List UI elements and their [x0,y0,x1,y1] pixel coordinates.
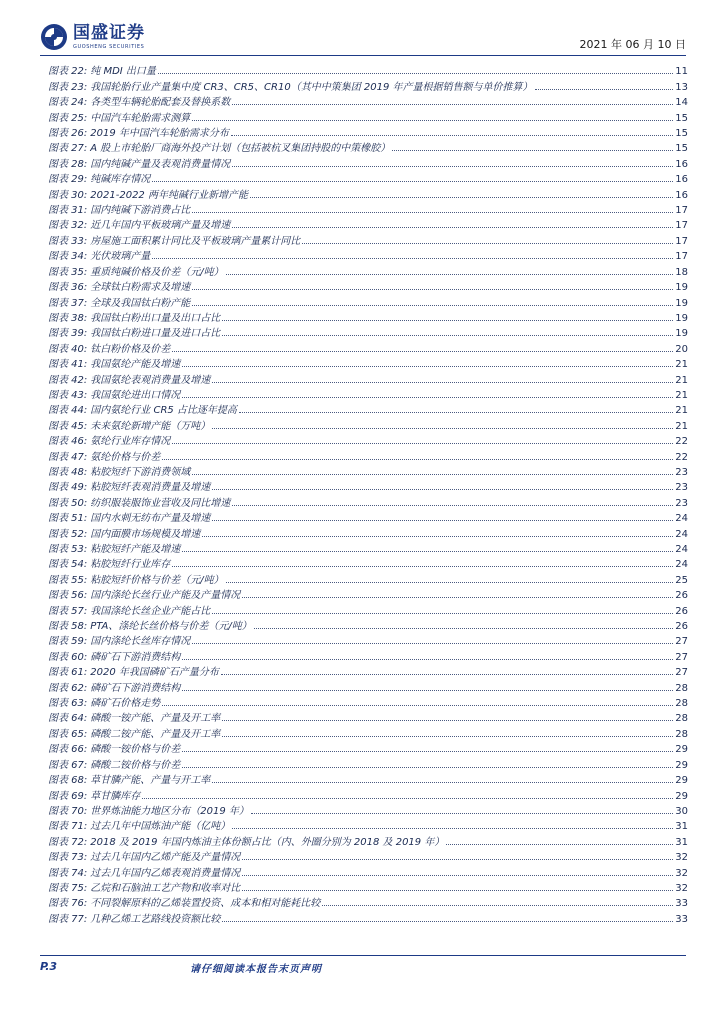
toc-leader-dots [250,197,673,198]
toc-entry[interactable] [48,339,688,354]
toc-entry-label: 图表 56: [48,590,88,602]
toc-entry-title: 全球钛白粉需求及增速 [90,282,191,294]
toc-entry-label: 图表 40: [48,343,88,355]
toc-entry[interactable] [48,124,688,139]
toc-entry-label: 图表 32: [48,220,88,232]
toc-entry-label: 图表 30: [48,189,88,201]
toc-entry-title: 国内纯碱下游消费占比 [90,205,191,217]
toc-leader-dots [158,73,673,74]
toc-entry[interactable] [48,694,688,709]
toc-entry-page: 19 [675,328,688,340]
toc-leader-dots [232,227,673,228]
toc-leader-dots [242,859,673,860]
toc-entry-title: 我国轮胎行业产量集中度 CR3、CR5、CR10（其中中策集团 2019 年产量根据销售额与单价推算） [90,81,533,93]
toc-entry-label: 图表 41: [48,359,88,371]
toc-leader-dots [222,720,673,721]
toc-entry-page: 24 [675,513,688,525]
toc-entry[interactable] [48,262,688,277]
toc-entry-page: 21 [675,374,688,386]
toc-entry-title: 我国氨纶表观消费量及增速 [90,374,211,386]
toc-leader-dots [182,767,673,768]
toc-entry-page: 28 [675,713,688,725]
toc-entry-page: 17 [675,251,688,263]
toc-entry-page: 19 [675,282,688,294]
toc-entry-label: 图表 60: [48,651,88,663]
report-date: 2021 年 06 月 10 日 [579,38,686,51]
toc-entry-title: 草甘膦产能、产量与开工率 [90,775,211,787]
toc-leader-dots [182,659,673,660]
toc-entry[interactable] [48,293,688,308]
toc-entry[interactable] [48,832,688,847]
toc-entry-label: 图表 59: [48,636,88,648]
toc-entry-label: 图表 77: [48,913,88,925]
toc-entry-label: 图表 28: [48,158,88,170]
toc-leader-dots [212,489,673,490]
toc-entry-page: 19 [675,297,688,309]
toc-entry[interactable] [48,524,688,539]
toc-entry-page: 16 [675,189,688,201]
toc-entry-page: 27 [675,651,688,663]
toc-entry[interactable] [48,617,688,632]
toc-entry-title: 国内涤纶长丝行业产能及产量情况 [90,590,241,602]
toc-entry-page: 31 [675,836,688,848]
toc-entry-label: 图表 51: [48,513,88,525]
toc-entry-title: 磷矿石下游消费结构 [90,682,181,694]
toc-entry-title: 国内水刺无纺布产量及增速 [90,513,211,525]
toc-entry-title: 氨纶行业库存情况 [90,436,171,448]
toc-leader-dots [242,875,673,876]
toc-entry-page: 32 [675,852,688,864]
toc-entry[interactable] [48,247,688,262]
toc-leader-dots [242,890,673,891]
toc-entry-page: 21 [675,420,688,432]
toc-leader-dots [182,551,673,552]
toc-entry[interactable] [48,278,688,293]
toc-entry-title: 国内面膜市场规模及增速 [90,528,201,540]
toc-leader-dots [232,505,673,506]
toc-leader-dots [172,351,673,352]
toc-entry[interactable] [48,724,688,739]
toc-leader-dots [192,305,673,306]
toc-leader-dots [182,751,673,752]
toc-entry-page: 17 [675,220,688,232]
toc-entry-page: 21 [675,359,688,371]
toc-entry-title: 我国钛白粉进口量及进口占比 [90,328,221,340]
toc-leader-dots [212,428,673,429]
toc-entry[interactable] [48,139,688,154]
toc-entry-page: 18 [675,266,688,278]
toc-entry-label: 图表 44: [48,405,88,417]
toc-entry-label: 图表 22: [48,66,88,78]
toc-leader-dots [172,566,673,567]
toc-entry-title: 纺织服装服饰业营收及同比增速 [90,497,231,509]
toc-entry-page: 16 [675,158,688,170]
toc-entry-title: 纯碱库存情况 [90,174,151,186]
toc-entry-page: 24 [675,528,688,540]
toc-leader-dots [182,366,673,367]
figure-table-of-contents [48,62,688,925]
toc-leader-dots [222,921,673,922]
toc-entry-page: 17 [675,235,688,247]
toc-entry[interactable] [48,817,688,832]
toc-entry-page: 31 [675,821,688,833]
toc-leader-dots [392,150,673,151]
toc-entry-page: 15 [675,143,688,155]
toc-entry[interactable] [48,678,688,693]
toc-entry-label: 图表 42: [48,374,88,386]
page-header [0,0,724,62]
toc-entry[interactable] [48,570,688,585]
toc-entry-label: 图表 54: [48,559,88,571]
toc-entry-page: 29 [675,759,688,771]
toc-entry[interactable] [48,509,688,524]
toc-entry-title: 各类型车辆轮胎配套及替换系数 [90,97,231,109]
toc-entry-page: 21 [675,389,688,401]
toc-entry-page: 27 [675,636,688,648]
toc-entry-page: 23 [675,497,688,509]
toc-leader-dots [226,582,674,583]
toc-entry-title: 光伏玻璃产量 [90,251,151,263]
toc-entry-page: 29 [675,744,688,756]
toc-entry[interactable] [48,108,688,123]
toc-entry-title: 磷酸二铵价格与价差 [90,759,181,771]
toc-entry-label: 图表 55: [48,574,88,586]
toc-entry-label: 图表 46: [48,436,88,448]
brand-name-cn: 国盛证券 [73,22,145,43]
toc-entry-title: 过去几年国内乙烯表观消费量情况 [90,867,241,879]
toc-entry-title: 粘胶短纤行业库存 [90,559,171,571]
toc-entry-title: 粘胶短纤下游消费领域 [90,466,191,478]
toc-entry[interactable] [48,309,688,324]
toc-entry[interactable] [48,879,688,894]
toc-leader-dots [152,258,673,259]
toc-entry-title: 磷酸二铵产能、产量及开工率 [90,728,221,740]
toc-entry[interactable] [48,740,688,755]
toc-entry-page: 15 [675,112,688,124]
toc-leader-dots [192,474,673,475]
toc-entry-page: 28 [675,682,688,694]
toc-entry[interactable] [48,540,688,555]
toc-entry-page: 32 [675,867,688,879]
toc-leader-dots [222,335,673,336]
toc-entry-title: 磷酸一铵产能、产量及开工率 [90,713,221,725]
footer-disclaimer-note: 请仔细阅读本报告末页声明 [190,964,322,975]
toc-entry-label: 图表 34: [48,251,88,263]
footer-divider [40,955,686,956]
toc-leader-dots [192,289,673,290]
brand-logo [40,22,145,52]
toc-entry[interactable] [48,93,688,108]
toc-entry-page: 25 [675,574,688,586]
toc-entry-label: 图表 31: [48,205,88,217]
toc-entry-label: 图表 49: [48,482,88,494]
toc-entry-label: 图表 71: [48,821,88,833]
toc-entry-title: 重质纯碱价格及价差（元/吨） [90,266,224,278]
toc-entry[interactable] [48,185,688,200]
toc-entry-title: 乙烷和石脑油工艺产物和收率对比 [90,882,241,894]
toc-entry-label: 图表 53: [48,544,88,555]
toc-entry-page: 26 [675,621,688,633]
toc-entry-page: 19 [675,312,688,324]
toc-leader-dots [302,243,673,244]
toc-entry-page: 30 [675,805,688,817]
toc-entry[interactable] [48,432,688,447]
toc-entry-title: 2019 年中国汽车轮胎需求分布 [90,128,229,140]
toc-entry-title: 我国钛白粉出口量及出口占比 [90,312,221,324]
toc-entry-label: 图表 66: [48,744,88,756]
toc-entry[interactable] [48,154,688,169]
toc-leader-dots [192,120,673,121]
toc-entry-label: 图表 43: [48,389,88,401]
toc-entry-page: 14 [675,97,688,109]
toc-entry[interactable] [48,601,688,616]
toc-entry-title: 中国汽车轮胎需求测算 [90,112,191,124]
toc-entry-label: 图表 67: [48,759,88,771]
toc-entry-page: 29 [675,790,688,802]
toc-entry[interactable] [48,771,688,786]
toc-entry-label: 图表 65: [48,728,88,740]
toc-leader-dots [251,813,673,814]
toc-leader-dots [231,135,673,136]
toc-entry[interactable] [48,201,688,216]
toc-entry-title: 国内氨纶行业 CR5 占比逐年提高 [90,405,237,417]
toc-entry-label: 图表 70: [48,805,88,817]
toc-entry-label: 图表 39: [48,328,88,340]
toc-leader-dots [202,536,673,537]
toc-entry-label: 图表 26: [48,128,88,140]
toc-entry-title: 近几年国内平板玻璃产量及增速 [90,220,231,232]
toc-entry[interactable] [48,786,688,801]
toc-entry-title: 2020 年我国磷矿石产量分布 [90,667,219,679]
toc-entry[interactable] [48,231,688,246]
toc-entry-page: 15 [675,128,688,140]
toc-entry[interactable] [48,324,688,339]
toc-entry-title: 磷矿石价格走势 [90,698,161,710]
toc-entry-title: A 股上市轮胎厂商海外投产计划（包括被杭叉集团持股的中策橡胶） [90,143,391,155]
toc-entry-title: 粘胶短纤产能及增速 [90,544,181,555]
toc-leader-dots [232,828,673,829]
toc-entry[interactable] [48,632,688,647]
toc-leader-dots [232,104,673,105]
toc-entry-title: 国内涤纶长丝库存情况 [90,636,191,648]
toc-entry-label: 图表 68: [48,775,88,787]
toc-entry-page: 29 [675,775,688,787]
toc-entry-page: 27 [675,667,688,679]
toc-entry-title: PTA、涤纶长丝价格与价差（元/吨） [90,621,252,633]
toc-entry[interactable] [48,755,688,770]
toc-entry[interactable] [48,894,688,909]
toc-entry-title: 粘胶短纤表观消费量及增速 [90,482,211,494]
toc-entry-label: 图表 62: [48,682,88,694]
toc-entry-label: 图表 57: [48,605,88,617]
toc-entry-label: 图表 33: [48,235,88,247]
toc-leader-dots [222,736,673,737]
toc-entry-page: 20 [675,343,688,355]
toc-entry[interactable] [48,216,688,231]
toc-entry[interactable] [48,355,688,370]
toc-leader-dots [212,382,673,383]
toc-entry-label: 图表 38: [48,312,88,324]
toc-leader-dots [192,212,673,213]
toc-entry[interactable] [48,478,688,493]
toc-entry-title: 草甘膦库存 [90,790,141,802]
toc-entry-page: 22 [675,451,688,463]
toc-entry-page: 28 [675,698,688,710]
toc-leader-dots [535,89,674,90]
toc-entry[interactable] [48,463,688,478]
toc-entry-label: 图表 27: [48,143,88,155]
toc-entry[interactable] [48,401,688,416]
toc-entry-label: 图表 63: [48,698,88,710]
toc-entry-label: 图表 58: [48,621,88,633]
toc-entry-title: 2018 及 2019 年国内炼油主体份额占比（内、外圈分别为 2018 及 2019 年） [90,836,445,848]
toc-entry-label: 图表 69: [48,790,88,802]
toc-entry-title: 过去几年国内乙烯产能及产量情况 [90,852,241,864]
toc-entry-page: 24 [675,559,688,571]
toc-leader-dots [212,613,673,614]
toc-entry-title: 磷酸一铵价格与价差 [90,744,181,756]
logo-mark-icon [40,23,68,51]
toc-leader-dots [212,782,673,783]
toc-leader-dots [446,844,673,845]
toc-entry-label: 图表 48: [48,466,88,478]
toc-entry-label: 图表 29: [48,174,88,186]
toc-entry-label: 图表 72: [48,836,88,848]
toc-entry-page: 33 [675,898,688,910]
toc-entry-title: 钛白粉价格及价差 [90,343,171,355]
toc-entry-label: 图表 75: [48,882,88,894]
toc-entry-title: 不同裂解原料的乙烯装置投资、成本和相对能耗比较 [90,898,321,910]
toc-entry-label: 图表 73: [48,852,88,864]
toc-entry[interactable] [48,77,688,92]
toc-entry-title: 世界炼油能力地区分布（2019 年） [90,805,249,817]
toc-entry-page: 16 [675,174,688,186]
toc-entry-title: 我国涤纶长丝企业产能占比 [90,605,211,617]
toc-entry-page: 23 [675,466,688,478]
toc-entry[interactable] [48,802,688,817]
toc-leader-dots [242,597,673,598]
toc-entry-label: 图表 52: [48,528,88,540]
footer-page-number: P.3 [40,960,58,973]
toc-entry-page: 17 [675,205,688,217]
toc-entry-label: 图表 25: [48,112,88,124]
toc-entry-label: 图表 35: [48,266,88,278]
toc-leader-dots [232,166,673,167]
toc-leader-dots [182,690,673,691]
toc-leader-dots [142,798,673,799]
toc-leader-dots [172,443,673,444]
toc-leader-dots [162,459,673,460]
toc-entry-label: 图表 45: [48,420,88,432]
toc-leader-dots [162,705,673,706]
toc-entry[interactable] [48,663,688,678]
toc-entry[interactable] [48,447,688,462]
toc-entry-title: 我国氨纶产能及增速 [90,359,181,371]
toc-entry-page: 32 [675,882,688,894]
toc-entry-title: 纯 MDI 出口量 [90,66,156,78]
toc-leader-dots [239,412,673,413]
toc-entry-page: 23 [675,482,688,494]
toc-entry-page: 26 [675,605,688,617]
toc-entry-label: 图表 76: [48,898,88,910]
toc-entry[interactable] [48,863,688,878]
toc-entry-label: 图表 37: [48,297,88,309]
toc-entry-title: 磷矿石下游消费结构 [90,651,181,663]
toc-entry-title: 国内纯碱产量及表观消费量情况 [90,158,231,170]
toc-entry-page: 22 [675,436,688,448]
toc-entry[interactable] [48,647,688,662]
toc-entry-label: 图表 47: [48,451,88,463]
toc-entry-page: 33 [675,913,688,925]
toc-leader-dots [182,397,673,398]
header-divider [40,55,686,56]
toc-entry[interactable] [48,848,688,863]
toc-entry[interactable] [48,416,688,431]
toc-entry-title: 未来氨纶新增产能（万吨） [90,420,211,432]
toc-entry-label: 图表 23: [48,81,88,93]
toc-entry[interactable] [48,555,688,570]
toc-entry-title: 我国氨纶进出口情况 [90,389,181,401]
toc-entry-label: 图表 24: [48,97,88,109]
toc-entry[interactable] [48,170,688,185]
toc-entry-label: 图表 61: [48,667,88,679]
toc-entry[interactable] [48,493,688,508]
toc-entry-page: 24 [675,544,688,555]
toc-entry-page: 26 [675,590,688,602]
toc-entry-title: 2021-2022 两年纯碱行业新增产能 [90,189,248,201]
toc-leader-dots [226,274,674,275]
toc-entry-label: 图表 36: [48,282,88,294]
toc-leader-dots [152,181,673,182]
toc-entry-label: 图表 64: [48,713,88,725]
toc-entry[interactable] [48,586,688,601]
toc-leader-dots [222,320,673,321]
toc-entry[interactable] [48,909,688,924]
toc-entry-page: 11 [675,66,688,78]
toc-entry-title: 粘胶短纤价格与价差（元/吨） [90,574,224,586]
toc-entry-title: 几种乙烯工艺路线投资额比较 [90,913,221,925]
toc-entry-title: 房屋施工面积累计同比及平板玻璃产量累计同比 [90,235,301,247]
toc-leader-dots [254,628,674,629]
toc-entry-page: 21 [675,405,688,417]
toc-leader-dots [322,905,673,906]
toc-entry-title: 过去几年中国炼油产能（亿吨） [90,821,231,833]
toc-entry[interactable] [48,370,688,385]
toc-entry[interactable] [48,62,688,77]
toc-entry-title: 氨纶价格与价差 [90,451,161,463]
toc-entry-label: 图表 74: [48,867,88,879]
toc-leader-dots [212,520,673,521]
toc-entry-page: 13 [675,81,688,93]
brand-name-en: GUOSHENG SECURITIES [73,43,145,50]
toc-leader-dots [192,643,673,644]
toc-entry-label: 图表 50: [48,497,88,509]
toc-entry[interactable] [48,386,688,401]
toc-entry-title: 全球及我国钛白粉产能 [90,297,191,309]
toc-leader-dots [221,674,673,675]
toc-entry[interactable] [48,709,688,724]
toc-entry-page: 28 [675,728,688,740]
